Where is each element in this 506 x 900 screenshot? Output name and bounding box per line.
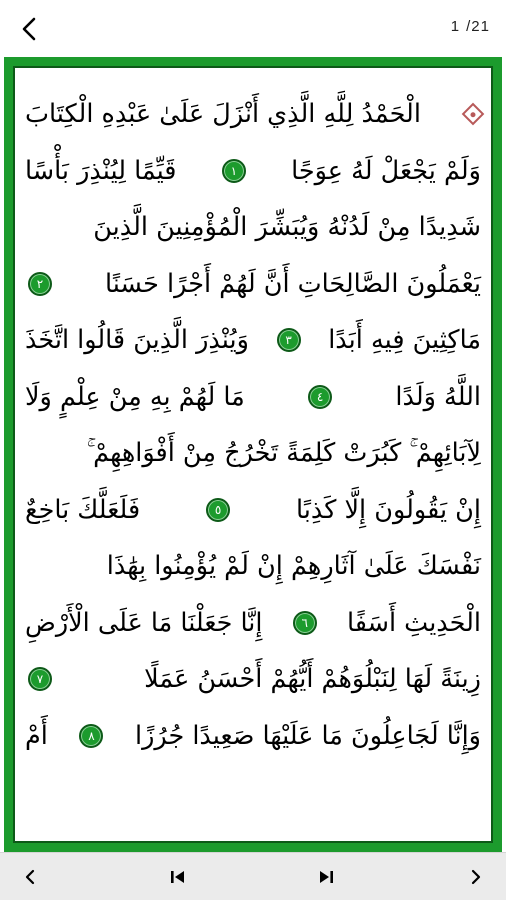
- ayah-number-marker[interactable]: ١: [222, 159, 246, 183]
- page-indicator: [451, 18, 492, 35]
- verse-line: [25, 143, 481, 200]
- verse-line: [25, 256, 481, 313]
- verse-text-segment: يَعْمَلُونَ الصَّالِحَاتِ أَنَّ لَهُمْ أَجْرًا حَسَنًا: [104, 268, 481, 299]
- verse-text-segment: الْحَمْدُ لِلَّهِ الَّذِي أَنْزَلَ عَلَىٰ عَبْدِهِ الْكِتَابَ: [25, 99, 421, 130]
- verse-line: [25, 708, 481, 765]
- verse-text-segment: إِنْ يَقُولُونَ إِلَّا كَذِبًا: [296, 494, 481, 525]
- ayah-number-marker[interactable]: ٦: [293, 611, 317, 635]
- bottom-navigation-bar: [0, 852, 506, 900]
- verse-line: [25, 482, 481, 539]
- verse-text: [25, 86, 481, 764]
- verse-text-segment: نَفْسَكَ عَلَىٰ آثَارِهِمْ إِنْ لَمْ يُؤْمِنُوا بِهَٰذَا: [106, 551, 481, 582]
- verse-text-segment: لِآبَائِهِمْ ۚ كَبُرَتْ كَلِمَةً تَخْرُجُ مِنْ أَفْوَاهِهِمْ ۚ: [86, 437, 481, 468]
- verse-text-segment: وَيُنْذِرَ الَّذِينَ قَالُوا اتَّخَذَ: [25, 325, 249, 356]
- skip-first-icon: [168, 868, 188, 886]
- ayah-number-marker[interactable]: ٨: [79, 724, 103, 748]
- ayah-number-marker[interactable]: ٢: [28, 272, 52, 296]
- rub-el-hizb-icon: [462, 103, 485, 126]
- verse-line: [25, 199, 481, 256]
- next-page-button[interactable]: [460, 861, 492, 893]
- page-content: [13, 66, 493, 843]
- current-page: 1: [450, 18, 461, 35]
- previous-page-button[interactable]: [14, 861, 46, 893]
- chevron-left-icon: [23, 868, 37, 886]
- verse-text-segment: إِنَّا جَعَلْنَا مَا عَلَى الْأَرْضِ: [25, 607, 263, 638]
- verse-text-segment: مَاكِثِينَ فِيهِ أَبَدًا: [328, 325, 481, 356]
- last-page-button[interactable]: [310, 861, 342, 893]
- top-bar: [0, 0, 506, 56]
- verse-text-segment: اللَّهُ وَلَدًا: [395, 381, 481, 412]
- page-frame: [4, 57, 502, 852]
- first-page-button[interactable]: [162, 861, 194, 893]
- verse-text-segment: زِينَةً لَهَا لِنَبْلُوَهُمْ أَيُّهُمْ أَحْسَنُ عَمَلًا: [144, 664, 481, 695]
- verse-text-segment: وَإِنَّا لَجَاعِلُونَ مَا عَلَيْهَا صَعِيدًا جُرُزًا: [134, 720, 481, 751]
- verse-line: [25, 369, 481, 426]
- skip-last-icon: [316, 868, 336, 886]
- verse-line: [25, 538, 481, 595]
- ayah-number-marker[interactable]: ٥: [206, 498, 230, 522]
- verse-line: [25, 651, 481, 708]
- ayah-number-marker[interactable]: ٧: [28, 667, 52, 691]
- verse-line: [25, 425, 481, 482]
- ayah-number-marker[interactable]: ٤: [308, 385, 332, 409]
- chevron-right-icon: [469, 868, 483, 886]
- verse-line: [25, 86, 481, 143]
- verse-text-segment: وَلَمْ يَجْعَلْ لَهُ عِوَجًا: [291, 155, 481, 186]
- verse-text-segment: فَلَعَلَّكَ بَاخِعٌ: [25, 494, 141, 525]
- verse-text-segment: شَدِيدًا مِنْ لَدُنْهُ وَيُبَشِّرَ الْمُؤْمِنِينَ الَّذِينَ: [93, 212, 481, 243]
- chevron-left-icon: [19, 16, 39, 42]
- ayah-number-marker[interactable]: ٣: [277, 328, 301, 352]
- verse-line: [25, 312, 481, 369]
- verse-text-segment: الْحَدِيثِ أَسَفًا: [346, 607, 481, 638]
- verse-line: [25, 595, 481, 652]
- back-button[interactable]: [12, 12, 46, 46]
- verse-text-segment: مَا لَهُمْ بِهِ مِنْ عِلْمٍ وَلَا: [25, 381, 245, 412]
- verse-text-segment: قَيِّمًا لِيُنْذِرَ بَأْسًا: [25, 155, 177, 186]
- total-pages: /21: [466, 18, 490, 35]
- verse-text-segment: أَمْ: [25, 720, 48, 751]
